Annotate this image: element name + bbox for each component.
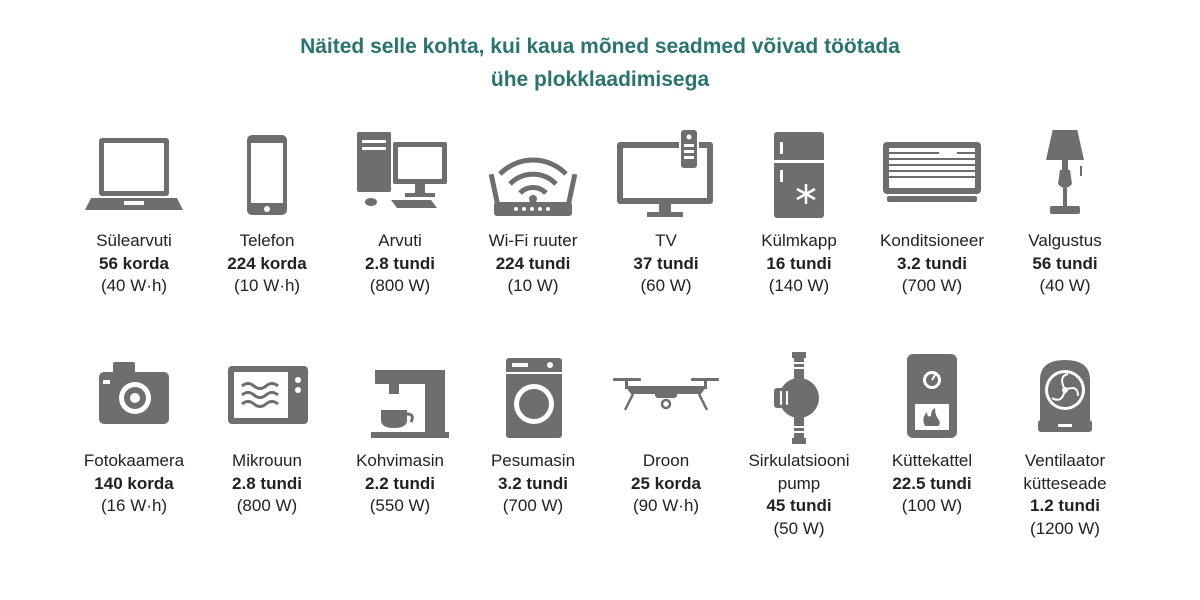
device-value: 45 tundi — [766, 496, 832, 515]
phone-icon — [212, 130, 322, 230]
device-name: Wi-Fi ruuter — [488, 231, 578, 250]
coffee-machine-icon — [345, 350, 455, 450]
device-name-line-1: Sirkulatsiooni — [748, 451, 850, 470]
device-name: Konditsioneer — [880, 231, 984, 250]
washing-machine-icon — [478, 350, 588, 450]
device-spec: (60 W) — [640, 276, 692, 295]
device-value: 3.2 tundi — [897, 253, 967, 273]
device-name — [999, 450, 1131, 495]
device-name: Arvuti — [378, 231, 422, 250]
device-name: Küttekattel — [891, 451, 973, 470]
device-name: Droon — [642, 451, 690, 470]
device-name: Külmkapp — [761, 231, 837, 250]
wifi-router-icon — [478, 130, 588, 230]
device-value: 37 tundi — [633, 253, 699, 273]
device-spec: (10 W·h) — [233, 276, 301, 295]
device-wifi-router — [467, 130, 599, 298]
microwave-icon — [212, 350, 322, 450]
device-value: 2.8 tundi — [365, 253, 435, 273]
device-spec: (800 W) — [236, 496, 298, 515]
device-value: 1.2 tundi — [1030, 496, 1100, 515]
device-value: 140 korda — [94, 473, 174, 493]
device-name: Fotokaamera — [83, 451, 185, 470]
device-spec: (40 W·h) — [100, 276, 168, 295]
page-title — [0, 30, 1200, 96]
device-fan-heater — [999, 350, 1131, 540]
device-name: Pesumasin — [490, 451, 576, 470]
device-spec: (100 W) — [901, 496, 963, 515]
device-spec: (90 W·h) — [632, 496, 700, 515]
device-spec: (800 W) — [369, 276, 431, 295]
device-spec: (700 W) — [502, 496, 564, 515]
device-name-line-2: kütteseade — [1023, 473, 1107, 493]
device-name: Valgustus — [1028, 231, 1102, 250]
device-value: 22.5 tundi — [892, 473, 972, 493]
computer-icon — [345, 130, 455, 230]
fan-heater-icon — [1010, 350, 1120, 450]
lamp-icon — [1010, 130, 1120, 230]
device-fridge — [733, 130, 865, 298]
device-lamp — [999, 130, 1131, 298]
device-name — [733, 450, 865, 495]
boiler-icon — [877, 350, 987, 450]
device-value: 56 tundi — [1032, 253, 1098, 273]
device-value: 56 korda — [99, 253, 169, 273]
device-value: 2.8 tundi — [232, 473, 302, 493]
device-phone — [201, 130, 333, 298]
device-value: 2.2 tundi — [365, 473, 435, 493]
device-name: Telefon — [239, 231, 295, 250]
device-spec: (50 W) — [773, 518, 825, 538]
device-name: Mikrouun — [232, 451, 302, 470]
device-spec: (700 W) — [901, 276, 963, 295]
device-washing-machine — [467, 350, 599, 518]
device-name: Sülearvuti — [96, 231, 172, 250]
title-line-1: Näited selle kohta, kui kaua mõned seadmed võivad töötada — [300, 35, 900, 58]
device-value: 224 korda — [227, 253, 307, 273]
device-value: 224 tundi — [495, 253, 571, 273]
device-spec: (10 W) — [507, 276, 559, 295]
fridge-icon — [744, 130, 854, 230]
device-spec: (140 W) — [768, 276, 830, 295]
device-value: 16 tundi — [766, 253, 832, 273]
camera-icon — [79, 350, 189, 450]
tv-icon — [611, 130, 721, 230]
device-circulation-pump — [733, 350, 865, 540]
title-line-2: ühe plokklaadimisega — [490, 68, 710, 91]
drone-icon — [611, 350, 721, 450]
device-boiler — [866, 350, 998, 518]
device-name-line-1: Ventilaator — [1024, 451, 1106, 470]
device-microwave — [201, 350, 333, 518]
device-value: 25 korda — [631, 473, 701, 493]
laptop-icon — [79, 130, 189, 230]
device-spec: (550 W) — [369, 496, 431, 515]
device-drone — [600, 350, 732, 518]
device-spec: (1200 W) — [1030, 518, 1100, 538]
device-laptop — [68, 130, 200, 298]
device-camera — [68, 350, 200, 518]
device-name-line-2: pump — [777, 473, 821, 493]
device-spec: (16 W·h) — [100, 496, 168, 515]
device-name: TV — [655, 231, 677, 250]
air-conditioner-icon — [877, 130, 987, 230]
device-computer — [334, 130, 466, 298]
device-air-conditioner — [866, 130, 998, 298]
device-spec: (40 W) — [1039, 276, 1091, 295]
circulation-pump-icon — [744, 350, 854, 450]
device-coffee-machine — [334, 350, 466, 518]
device-tv — [600, 130, 732, 298]
device-name: Kohvimasin — [356, 451, 444, 470]
device-value: 3.2 tundi — [498, 473, 568, 493]
